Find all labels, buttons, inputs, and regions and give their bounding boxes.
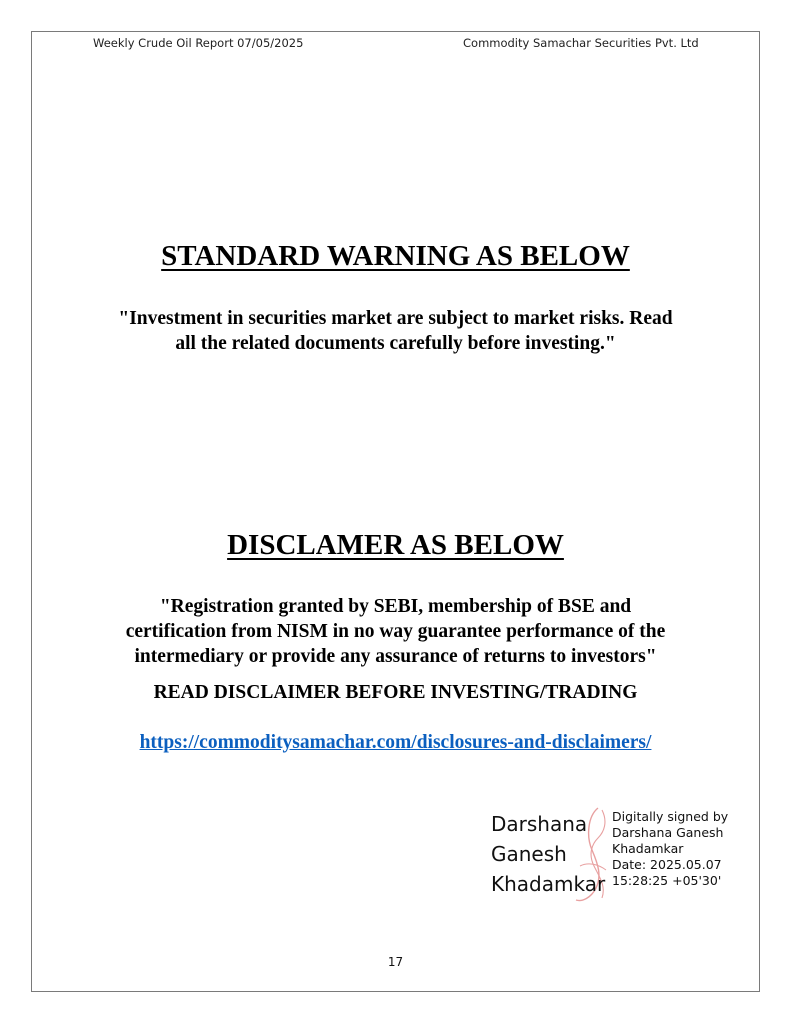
signer-name-line: Darshana	[491, 812, 588, 836]
disclaimer-line: intermediary or provide any assurance of returns to investors"	[134, 646, 657, 667]
signer-name	[491, 809, 605, 899]
standard-warning-heading-text: STANDARD WARNING AS BELOW	[161, 240, 630, 272]
disclaimer-link[interactable]: https://commoditysamachar.com/disclosures-and-disclaimers/	[139, 732, 652, 753]
disclaimer-heading	[31, 529, 760, 562]
signature-detail-line: Darshana Ganesh	[612, 825, 724, 840]
signer-name-line: Ganesh	[491, 842, 567, 866]
signature-detail-line: Khadamkar	[612, 841, 684, 856]
report-title-header: Weekly Crude Oil Report 07/05/2025	[93, 36, 304, 50]
standard-warning-text	[60, 306, 731, 356]
standard-warning-line: all the related documents carefully before investing."	[175, 333, 616, 354]
disclaimer-line: certification from NISM in no way guarantee performance of the	[125, 621, 666, 642]
disclaimer-heading-text: DISCLAMER AS BELOW	[227, 529, 564, 561]
company-name-header: Commodity Samachar Securities Pvt. Ltd	[463, 36, 699, 50]
signer-name-line: Khadamkar	[491, 872, 606, 896]
digital-signature	[488, 806, 728, 906]
disclaimer-line: "Registration granted by SEBI, membership of BSE and	[159, 596, 632, 617]
standard-warning-line: "Investment in securities market are subject to market risks. Read	[118, 308, 673, 329]
signature-detail-line: 15:28:25 +05'30'	[612, 873, 722, 888]
disclaimer-text	[60, 594, 731, 669]
signature-detail-line: Digitally signed by	[612, 809, 729, 824]
read-disclaimer-notice: READ DISCLAIMER BEFORE INVESTING/TRADING	[153, 682, 638, 703]
standard-warning-heading	[31, 240, 760, 273]
page-number: 17	[387, 955, 404, 969]
signature-details	[612, 809, 728, 889]
signature-detail-line: Date: 2025.05.07	[612, 857, 722, 872]
